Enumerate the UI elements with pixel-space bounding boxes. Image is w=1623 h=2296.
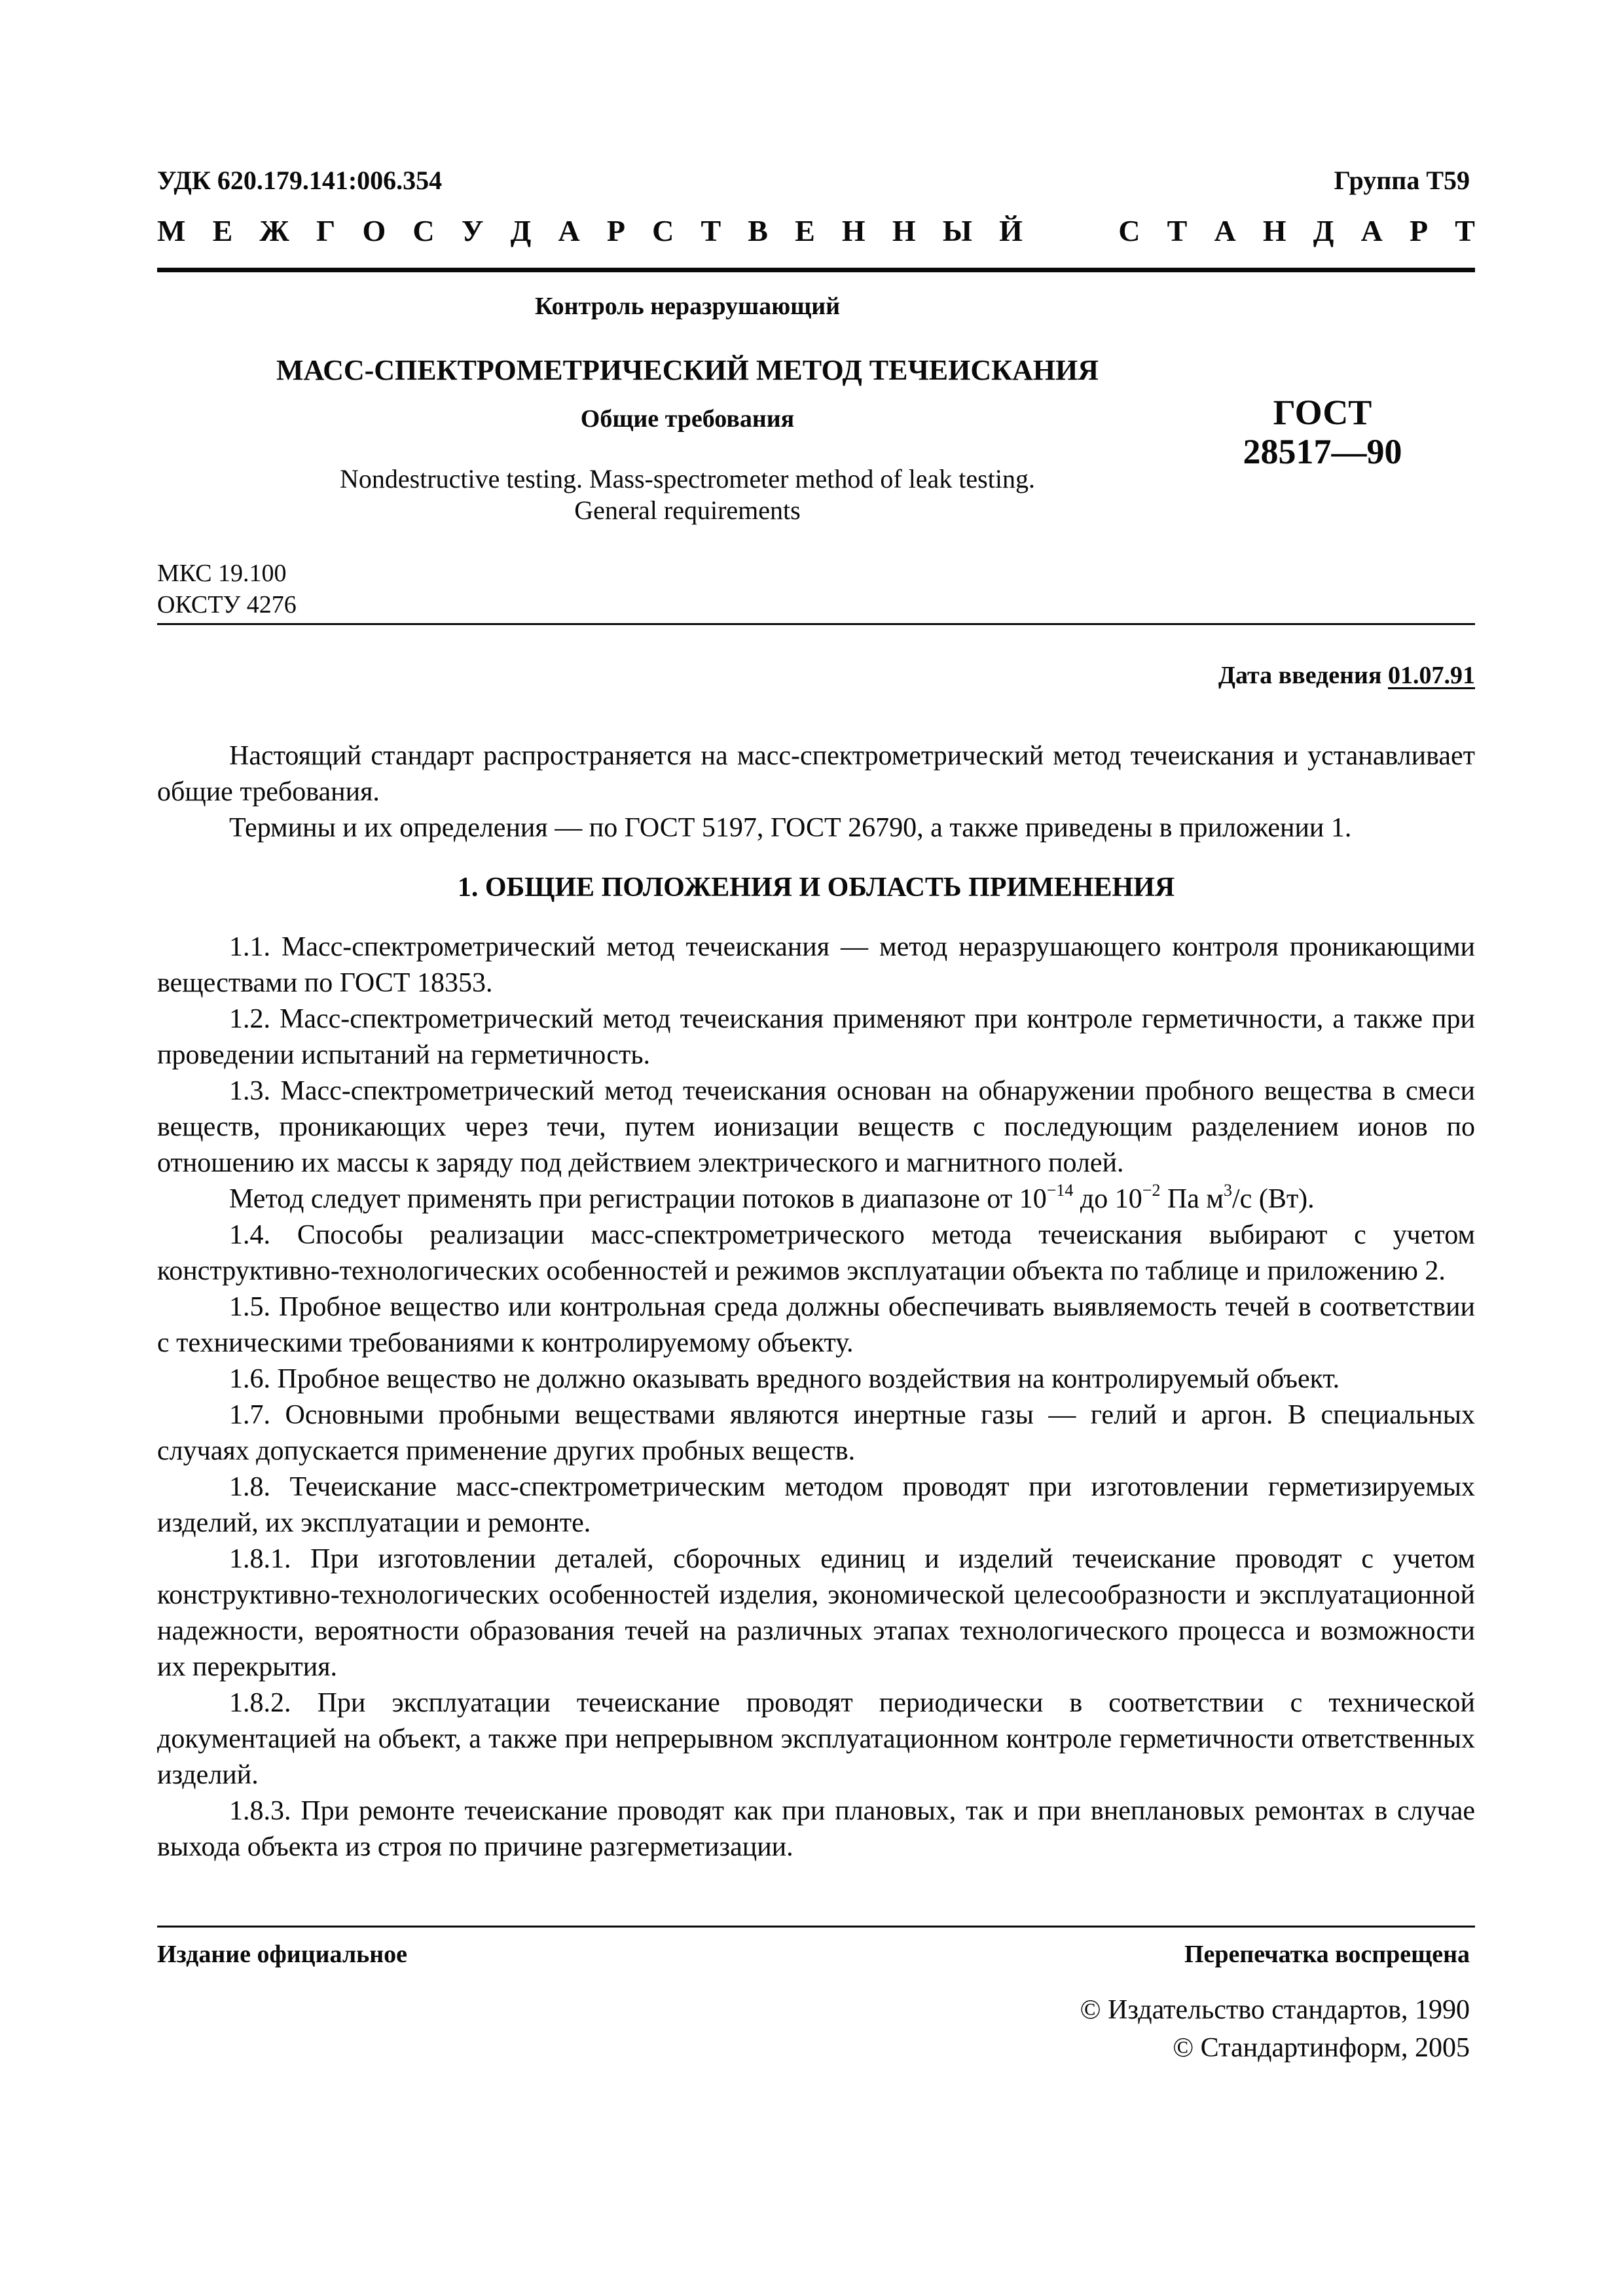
interstate-letter: Е bbox=[795, 214, 815, 247]
interstate-letter: Т bbox=[1167, 214, 1188, 247]
paragraph-1-5: 1.5. Пробное вещество или контрольная среда должны обеспечивать выявляемость течей в соответствии с техническими требованиями к контролируемому объекту. bbox=[157, 1292, 1475, 1358]
footer-divider bbox=[157, 1926, 1475, 1928]
udk-code: УДК 620.179.141:006.354 bbox=[157, 166, 443, 195]
interstate-letter: Н bbox=[841, 214, 866, 247]
english-title-line-1: Nondestructive testing. Mass-spectrometer method of leak testing. bbox=[340, 464, 1035, 493]
standard-title: МАСС-СПЕКТРОМЕТРИЧЕСКИЙ МЕТОД ТЕЧЕИСКАНИЯ bbox=[276, 354, 1099, 386]
paragraph-intro-1: Настоящий стандарт распространяется на масс-спектрометрический метод течеискания и устанавливает общие требования. bbox=[157, 741, 1475, 807]
interstate-letter: С bbox=[412, 214, 435, 247]
range-text-d: /с (Вт). bbox=[1232, 1184, 1315, 1214]
interstate-letter: Ж bbox=[259, 214, 289, 247]
group-code: Группа Т59 bbox=[1334, 166, 1470, 195]
range-exp-3: 3 bbox=[1224, 1181, 1233, 1200]
standard-subject: Контроль неразрушающий bbox=[534, 293, 841, 320]
interstate-standard-heading bbox=[157, 213, 1475, 248]
interstate-letter: Й bbox=[999, 214, 1023, 247]
classification-divider bbox=[157, 623, 1475, 625]
copyright-block bbox=[1080, 1991, 1470, 2067]
interstate-letter bbox=[1049, 213, 1057, 248]
gost-designation bbox=[1178, 393, 1467, 471]
interstate-letter: С bbox=[1118, 214, 1140, 247]
interstate-letter: Г bbox=[316, 214, 336, 247]
gost-label: ГОСТ bbox=[1273, 393, 1372, 432]
range-exp-1: −14 bbox=[1046, 1181, 1074, 1200]
english-title-line-2: General requirements bbox=[574, 495, 801, 525]
interstate-letter: У bbox=[461, 214, 484, 247]
document-body bbox=[157, 738, 1475, 1865]
copyright-line-1: © Издательство стандартов, 1990 bbox=[1080, 1995, 1470, 2025]
interstate-letter bbox=[1084, 213, 1092, 248]
paragraph-1-8-1: 1.8.1. При изготовлении деталей, сборочных единиц и изделий течеискание проводят с учетом конструктивно-технологических особенностей изделия, экономической целесообразности и эксплуатационной надежности, вероятности образования течей на различных этапах технологического процесса и возможности их перекрытия. bbox=[157, 1544, 1475, 1682]
paragraph-1-8: 1.8. Течеискание масс-спектрометрическим методом проводят при изготовлении герметизируемых изделий, их эксплуатации и ремонте. bbox=[157, 1472, 1475, 1538]
gost-number: 28517—90 bbox=[1243, 432, 1402, 471]
interstate-letter: О bbox=[362, 214, 386, 247]
standard-subtitle: Общие требования bbox=[580, 405, 795, 433]
introduction-date-value: 01.07.91 bbox=[1388, 662, 1475, 689]
section-1-heading: 1. ОБЩИЕ ПОЛОЖЕНИЯ И ОБЛАСТЬ ПРИМЕНЕНИЯ bbox=[457, 872, 1175, 903]
interstate-letter: Т bbox=[1455, 214, 1475, 247]
paragraph-1-7: 1.7. Основными пробными веществами являются инертные газы — гелий и аргон. В специальных случаях допускается применение других пробных веществ. bbox=[157, 1400, 1475, 1466]
interstate-letter: Т bbox=[701, 214, 721, 247]
english-title bbox=[157, 463, 1218, 526]
paragraph-1-8-2: 1.8.2. При эксплуатации течеискание проводят периодически в соответствии с технической документацией на объект, а также при непрерывном эксплуатационном контроле герметичности ответственных изделий. bbox=[157, 1688, 1475, 1790]
introduction-date-label: Дата введения bbox=[1218, 662, 1388, 689]
interstate-letter: Н bbox=[892, 214, 916, 247]
range-exp-2: −2 bbox=[1142, 1181, 1161, 1200]
interstate-letter: В bbox=[748, 214, 768, 247]
interstate-letter: Е bbox=[212, 214, 233, 247]
interstate-letter: Р bbox=[1409, 214, 1429, 247]
interstate-letter: Д bbox=[510, 214, 532, 247]
paragraph-1-6: 1.6. Пробное вещество не должно оказывать вредного воздействия на контролируемый объект. bbox=[229, 1364, 1340, 1394]
interstate-letter: Д bbox=[1313, 214, 1334, 247]
paragraph-intro-2: Термины и их определения — по ГОСТ 5197, ГОСТ 26790, а также приведены в приложении 1. bbox=[229, 813, 1352, 843]
okstu-code: ОКСТУ 4276 bbox=[157, 591, 297, 619]
classification-codes bbox=[157, 558, 297, 620]
paragraph-1-8-3: 1.8.3. При ремонте течеискание проводят как при плановых, так и при внеплановых ремонтах в случае выхода объекта из строя по причине разгерметизации. bbox=[157, 1796, 1475, 1862]
paragraph-1-4: 1.4. Способы реализации масс-спектрометрического метода течеискания выбирают с учетом конструктивно-технологических особенностей и режимов эксплуатации объекта по таблице и приложению 2. bbox=[157, 1220, 1475, 1286]
introduction-date bbox=[1218, 661, 1475, 690]
official-edition-note: Издание официальное bbox=[157, 1941, 408, 1968]
interstate-letter: А bbox=[1360, 214, 1383, 247]
paragraph-1-2: 1.2. Масс-спектрометрический метод течеискания применяют при контроле герметичности, а также при проведении испытаний на герметичность. bbox=[157, 1004, 1475, 1070]
interstate-letter: Р bbox=[606, 214, 625, 247]
range-text-c: Па м bbox=[1160, 1184, 1224, 1214]
paragraph-1-3: 1.3. Масс-спектрометрический метод течеискания основан на обнаружении пробного вещества в смеси веществ, проникающих через течи, путем ионизации веществ с последующим разделением ионов по отношению их массы к заряду под действием электрического и магнитного полей. bbox=[157, 1076, 1475, 1178]
copyright-line-2: © Стандартинформ, 2005 bbox=[1173, 2033, 1470, 2063]
mks-code: МКС 19.100 bbox=[157, 560, 287, 587]
paragraph-1-1: 1.1. Масс-спектрометрический метод течеискания — метод неразрушающего контроля проникающими веществами по ГОСТ 18353. bbox=[157, 932, 1475, 998]
interstate-letter: Н bbox=[1262, 214, 1286, 247]
paragraph-1-3-range bbox=[157, 1181, 1475, 1217]
interstate-letter: М bbox=[157, 214, 186, 247]
range-text-b: до 10 bbox=[1073, 1184, 1142, 1214]
interstate-letter: А bbox=[558, 214, 580, 247]
interstate-letter: Ы bbox=[942, 214, 972, 247]
header-divider bbox=[157, 268, 1475, 272]
reprint-prohibited-note: Перепечатка воспрещена bbox=[1184, 1941, 1470, 1968]
interstate-letter: С bbox=[652, 214, 674, 247]
range-text-a: Метод следует применять при регистрации потоков в диапазоне от 10 bbox=[229, 1184, 1047, 1214]
interstate-letter: А bbox=[1214, 214, 1236, 247]
